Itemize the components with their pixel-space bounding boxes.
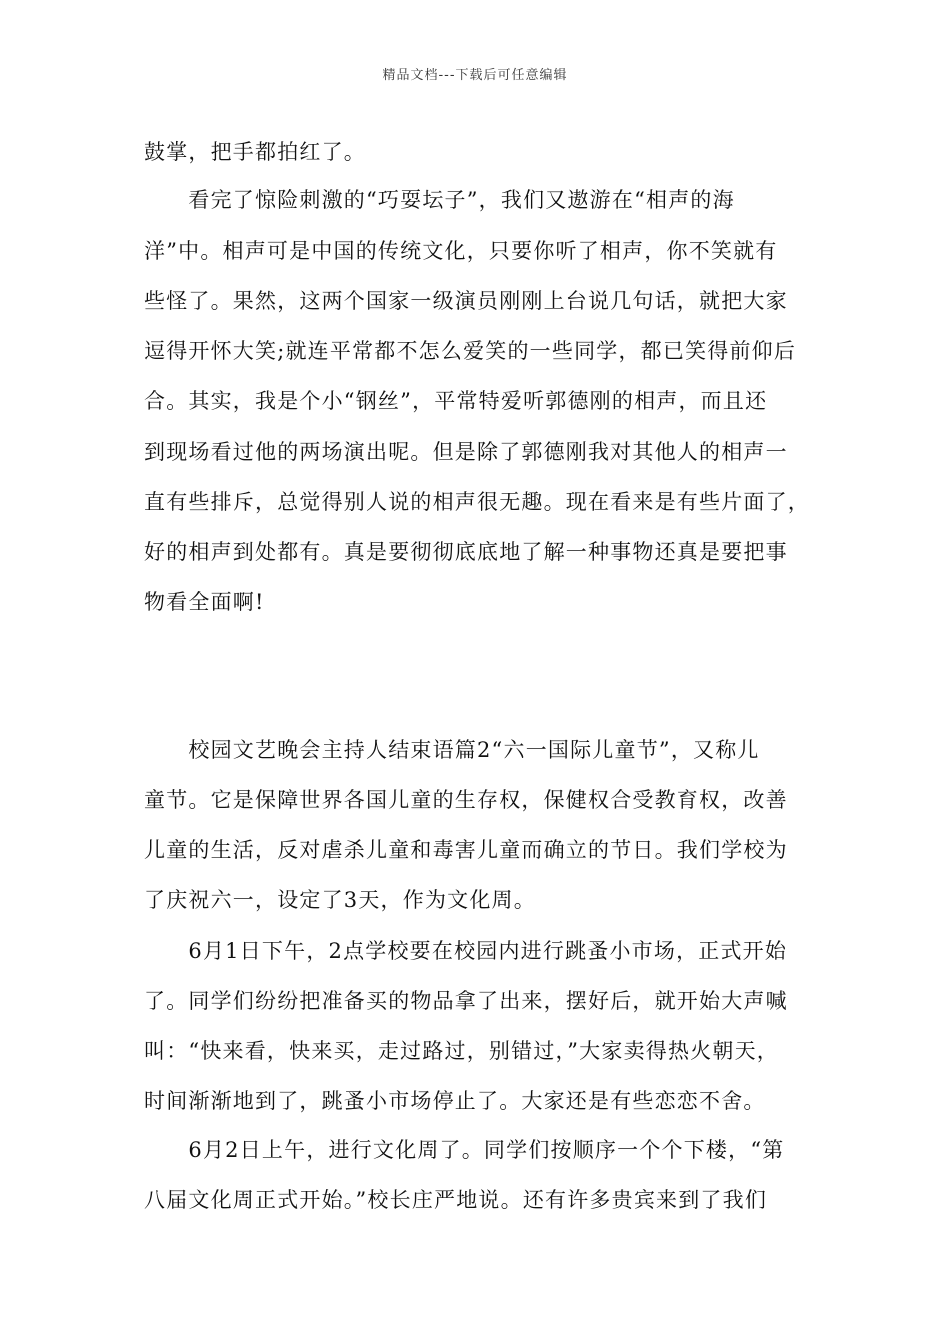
paragraph-line: 6月2日上午，进行文化周了。同学们按顺序一个个下楼，“第 bbox=[144, 1138, 785, 1162]
paragraph-line: 校园文艺晚会主持人结束语篇2“六一国际儿童节”，又称儿 bbox=[144, 738, 760, 762]
paragraph-line: 洋”中。相声可是中国的传统文化，只要你听了相声，你不笑就有 bbox=[144, 239, 778, 263]
paragraph-line: 逗得开怀大笑;就连平常都不怎么爱笑的一些同学，都已笑得前仰后 bbox=[144, 339, 797, 363]
paragraph-line: 些怪了。果然，这两个国家一级演员刚刚上台说几句话，就把大家 bbox=[144, 289, 788, 313]
paragraph-line: 了庆祝六一，设定了3天，作为文化周。 bbox=[144, 888, 536, 912]
paragraph-line: 到现场看过他的两场演出呢。但是除了郭德刚我对其他人的相声一 bbox=[144, 440, 788, 464]
paragraph-line: 鼓掌，把手都拍红了。 bbox=[144, 140, 366, 164]
paragraph-line: 6月1日下午，2点学校要在校园内进行跳蚤小市场，正式开始 bbox=[144, 939, 788, 963]
paragraph-line: 了。同学们纷纷把准备买的物品拿了出来，摆好后，就开始大声喊 bbox=[144, 989, 788, 1013]
paragraph-line: 童节。它是保障世界各国儿童的生存权，保健权合受教育权，改善 bbox=[144, 788, 788, 812]
paragraph-line: 物看全面啊! bbox=[144, 590, 265, 614]
page-header: 精品文档---下载后可任意编辑 bbox=[382, 68, 568, 83]
paragraph-line: 儿童的生活，反对虐杀儿童和毒害儿童而确立的节日。我们学校为 bbox=[144, 838, 788, 862]
paragraph-line: 看完了惊险刺激的“巧耍坛子”，我们又遨游在“相声的海 bbox=[144, 188, 735, 212]
paragraph-line: 直有些排斥，总觉得别人说的相声很无趣。现在看来是有些片面了， bbox=[144, 490, 810, 514]
paragraph-line: 时间渐渐地到了，跳蚤小市场停止了。大家还是有些恋恋不舍。 bbox=[144, 1089, 766, 1113]
paragraph-line: 好的相声到处都有。真是要彻彻底底地了解一种事物还真是要把事 bbox=[144, 540, 788, 564]
paragraph-line: 叫：“快来看，快来买，走过路过，别错过，”大家卖得热火朝天， bbox=[144, 1039, 779, 1063]
paragraph-line: 合。其实，我是个小“钢丝”，平常特爱听郭德刚的相声，而且还 bbox=[144, 389, 768, 413]
paragraph-line: 八届文化周正式开始。”校长庄严地说。还有许多贵宾来到了我们 bbox=[144, 1188, 768, 1212]
